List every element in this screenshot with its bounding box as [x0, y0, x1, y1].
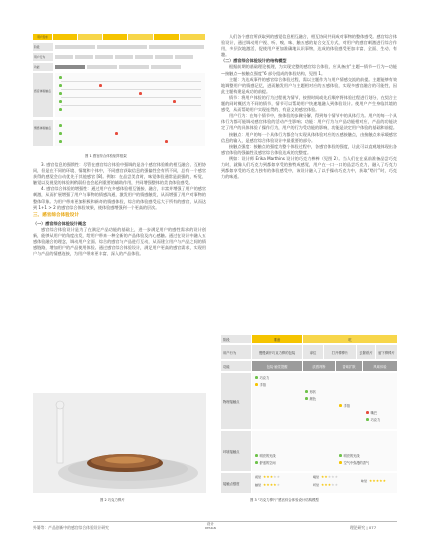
fig3-physical-item: 形状	[305, 389, 316, 394]
touchpoint-dot	[59, 132, 62, 135]
fig3-physical-item: 巧克力	[366, 417, 380, 422]
touchpoint-dot	[59, 76, 62, 79]
fig3-behavior: 打开棒棒片	[324, 345, 356, 359]
fig3-physical-item: 手指	[339, 403, 350, 408]
figure-1-caption: 图 1 感官综合体验矩阵框架	[85, 154, 127, 158]
paragraph: 3. 感官信息的强馈性：尽管在感官综合体验中强调的是各个感官体验维的相互融合、互相协同，但是在不同的环境、情境和个体中，不同感官获取信息的强偏性会有所不同，总有一个感官获得的感觉会自动优先于其他感官 [8]。例如：在品尝美食时，味觉体验通常是最强的，听觉、触觉以及视觉的体验则稍弱但也会起到重要的辅助作用，共同增强整体的美食体验感受。	[33, 162, 206, 186]
fig1-behavior-bar	[175, 55, 193, 59]
paragraph: 主题：为达成事件的感官综合体验过程，需以主题作为与用户情感交流的前提。主题能够有效地调整用户的情感记忆，进而触发用户与主题相对应的五感体验，实现多感官融合的可能性，因此主题构建是成功的前提。	[221, 76, 397, 94]
touchpoint-dot	[59, 84, 62, 87]
fig1-stage	[53, 34, 78, 40]
fig1-behavior-bar	[75, 55, 93, 59]
touchpoint-dot	[115, 132, 118, 135]
touchpoint-dot	[366, 411, 369, 414]
fig1-stage-bar	[149, 45, 204, 49]
touchpoint-dot	[59, 92, 62, 95]
fig1-function-bar	[151, 65, 181, 69]
subsection-heading: （二）感官综合体验设计的结构模型	[221, 58, 287, 64]
fig3-environment-item: 明亮的光线	[339, 453, 360, 458]
fig3-physical-item: 颜色	[305, 396, 316, 401]
fig1-sensory-row	[33, 73, 206, 117]
paragraph: 接触点强度：接触点的强度为整个体验过程中，各感官体验的强度，让此可以直观地体现出各感官体验的强偏性及感官综合体验达成的完整度。	[221, 143, 397, 155]
fig1-row-label: 情感体验触点	[33, 120, 53, 146]
fig1-stage-row	[33, 43, 206, 51]
touchpoint-dot	[173, 100, 176, 103]
figure-2-caption: 图 2 巧克力棒片	[100, 498, 125, 502]
touchpoint-dot	[139, 92, 142, 95]
fig3-function: 香味扩散	[336, 361, 362, 371]
fig3-intensity-item: 嗅觉 ★★★★★	[313, 475, 339, 479]
fig1-function-bar	[119, 65, 149, 69]
fig1-behavior-bar	[135, 55, 153, 59]
fig1-header-row	[33, 34, 206, 40]
fig3-physical-item: 嘴巴	[366, 410, 377, 415]
fig3-environment-item: 明亮的光线	[255, 453, 276, 458]
fig3-physical-item: 巧克力	[255, 375, 269, 380]
touchpoint-dot	[366, 418, 369, 421]
fig3-stage: 吃	[303, 335, 397, 343]
fig3-environment-grid	[252, 431, 397, 471]
touchpoint-dot	[255, 376, 258, 379]
fig1-row-label: 用户行为	[33, 53, 53, 61]
footer-page-number: 理论研究 | 077	[350, 525, 377, 530]
fig1-behavior-bar	[115, 55, 133, 59]
fig1-stage-bar	[97, 45, 147, 49]
fig3-behavior: 拿住	[303, 345, 323, 359]
fig1-behavior-bar	[95, 55, 113, 59]
paragraph: 情节：将用户体验的行为过程视为情节，按照时间或先后顺序将体验过程进行划分，在契合主题的同时概括为不同的情节，情节可以帮助用户快速地融入到体验设计。使用户产生身临其境的感受，从而帮助用户实现连贯的、有意义的感官体验。	[221, 94, 397, 113]
touchpoint-dot	[339, 454, 342, 457]
touchpoint-dot	[59, 108, 62, 111]
fig1-stage	[128, 34, 154, 40]
fig1-sensory-grid	[55, 73, 205, 117]
touchpoint-dot	[59, 100, 62, 103]
subsection-heading: （一）感官综合体验设计概念	[33, 220, 87, 226]
figure-1-matrix	[33, 34, 206, 149]
figure-3-structure-model	[221, 335, 397, 493]
fig1-behavior-row	[33, 53, 206, 61]
fig1-emotion-row	[33, 120, 206, 146]
fig3-row-label: 物理接触点	[221, 373, 251, 429]
fig3-intensity-item: 味觉 ★★★★★	[361, 479, 387, 483]
touchpoint-dot	[339, 404, 342, 407]
touchpoint-dot	[339, 461, 342, 464]
fig1-row-label: 感官体验触点	[33, 73, 53, 117]
section-heading: 三、感官综合体验设计	[33, 212, 79, 218]
fig3-physical-item: 手指	[255, 382, 266, 387]
fig3-function: 包装·触觉提醒	[252, 361, 302, 371]
footer-article-title: 外婆等：产品创新中的感官综合体验设计研究	[33, 525, 109, 530]
touchpoint-dot	[305, 397, 308, 400]
fig3-row-label: 环境接触点	[221, 431, 251, 471]
fig3-stage: 准备	[252, 335, 302, 343]
touchpoint-dot	[255, 454, 258, 457]
fig3-behavior: 慢慢剥开巧克力棒的包装	[252, 345, 302, 359]
footer-journal-en: DESIGN	[205, 526, 216, 531]
fig1-row-label: 功能	[33, 63, 53, 71]
touchpoint-dot	[59, 140, 62, 143]
touchpoint-dot	[255, 383, 258, 386]
fig3-behavior: 去除纸片	[357, 345, 375, 359]
fig3-function: 质感判断	[303, 361, 335, 371]
touchpoint-dot	[99, 84, 102, 87]
fig1-behavior-bar	[55, 55, 73, 59]
footer-journal	[205, 522, 216, 530]
figure-3-caption: 图 3 “巧克力棒片”感官综合体验设计结构模型	[250, 498, 319, 502]
paragraph: 感官综合体验设计是为了在满足产品功能的基础上，进一步满足用户的感性需求的设计创新，能够从用户的角度出发，给用户带来一种全新的产品体验及内心感触。通过在设计中融入五感体验融合的理念，调动用户全面、综合的感官与产品进行互动，从而建立用户与产品之间的情感链路，增加用户的产品使用体验。通过感官综合体验设计，满足用户更高的感官需求，实现用户与产品的情感连接，为用户带来更丰富、深入的产品体验。	[33, 226, 206, 257]
fig1-stage-bar	[55, 45, 95, 49]
fig1-row-label: 阶段	[33, 43, 53, 51]
touchpoint-dot	[165, 140, 168, 143]
paragraph: 用户行为：在每个情节中，按体验的步骤分解，得到每个情节中的具体行为。用户的每一个具体行为都可能调动感官体验的活动产生影响；功能：用户行为与产品功能相对应，产品的功能决定了用户的具体体验 / 操作行为，用户的行为受功能的影响，功能是决定用户体验的基础和前提。	[221, 113, 397, 131]
fig1-stage	[154, 34, 180, 40]
left-column-text	[33, 162, 206, 257]
paragraph: 4. 感官综合体验的增强性：通过用户在多感体验相互链接、融合，丰富并增强了用户的感官刺激，从而扩展增强了用户与事物的情感沟通，激发用户的情感触发，从而增强了用户对事物的整体印象。为用户带来更加积极和新奇的情感体验，综合的体验感受远大于所有的感官，从而达到 1+1 > 2 的感官综合体验效果，使体验感增强到一个更高的层次。	[33, 186, 206, 210]
fig1-stage	[78, 34, 103, 40]
footer-journal-cn: 设计	[206, 522, 214, 526]
touchpoint-dot	[59, 124, 62, 127]
fig3-environment-item: 空气中弥漫的香气	[339, 460, 369, 465]
fig1-function-bar	[87, 65, 117, 69]
fig1-header-label: 用户需求	[33, 34, 53, 40]
fig3-intensity-item: 视觉 ★★★★★	[255, 475, 281, 479]
fig3-intensity-item: 触觉 ★★★★★	[255, 483, 281, 487]
touchpoint-dot	[305, 390, 308, 393]
touchpoint-dot	[255, 461, 258, 464]
fig1-stage	[180, 34, 206, 40]
fig1-emotion-grid	[55, 120, 205, 146]
figure-2-photo	[33, 393, 206, 493]
fig3-row-label: 阶段	[221, 335, 251, 343]
paragraph: 人们各个感官所获取到的感觉信息相互融合，相互协同共同成对事物的整体感受。感官综合体验设计，通过调动用户视、听、嗅、味、触五感的复合交互方式，对用户的感官刺激进行综合作用，多层次地激活，促使用户更加准确地认识事物，达成的体验感受更加丰富、全面、生动、有趣。	[221, 34, 397, 58]
fig3-row-label: 用户行为	[221, 345, 251, 359]
fig3-row-label: 接触点强度	[221, 473, 251, 493]
fig1-function-bar	[55, 65, 85, 69]
fig1-behavior-bar	[155, 55, 173, 59]
paragraph: 例如：设计师 Erika Marthins 设计的巧克力棒棒（见图 2）。当人们在在桌前准备品尝巧克力时，就像人们巧克力到都如享受的独特成感觉，用户在一口一口的品尝巧克力，融入了巧克力到都如享受的巧克力独有的体验感受中，该设计融入了以手操动巧克力中，获取“嗒片”时，巧克力的味道。	[221, 155, 397, 180]
fig1-function-row	[33, 63, 206, 71]
fig1-stage	[103, 34, 128, 40]
paragraph: 接触点：用户的每一个具体行为都会与实现具体体验对应的五感接触点，由接触点来承载感官信息的输入，是感官综合体验设计中最重要的部分。	[221, 131, 397, 143]
right-column-text	[221, 34, 397, 180]
fig3-intensity-item: 听觉 ★★★★★	[313, 483, 339, 487]
fig3-function: 风味体验	[363, 361, 397, 371]
paragraph: 根据前期的基础理论梳理，为实现完整的感官综合体验，应具备由“主题—情节—行为—功能—接触点—接触点强度”6 部分组成的体验结构，见图 1。	[221, 64, 397, 76]
fig3-row-label: 功能	[221, 361, 251, 371]
fig3-environment-item: 舒适的空间	[255, 460, 276, 465]
fig3-behavior: 留下棒棒片	[376, 345, 397, 359]
chocolate-product-image	[33, 393, 206, 493]
